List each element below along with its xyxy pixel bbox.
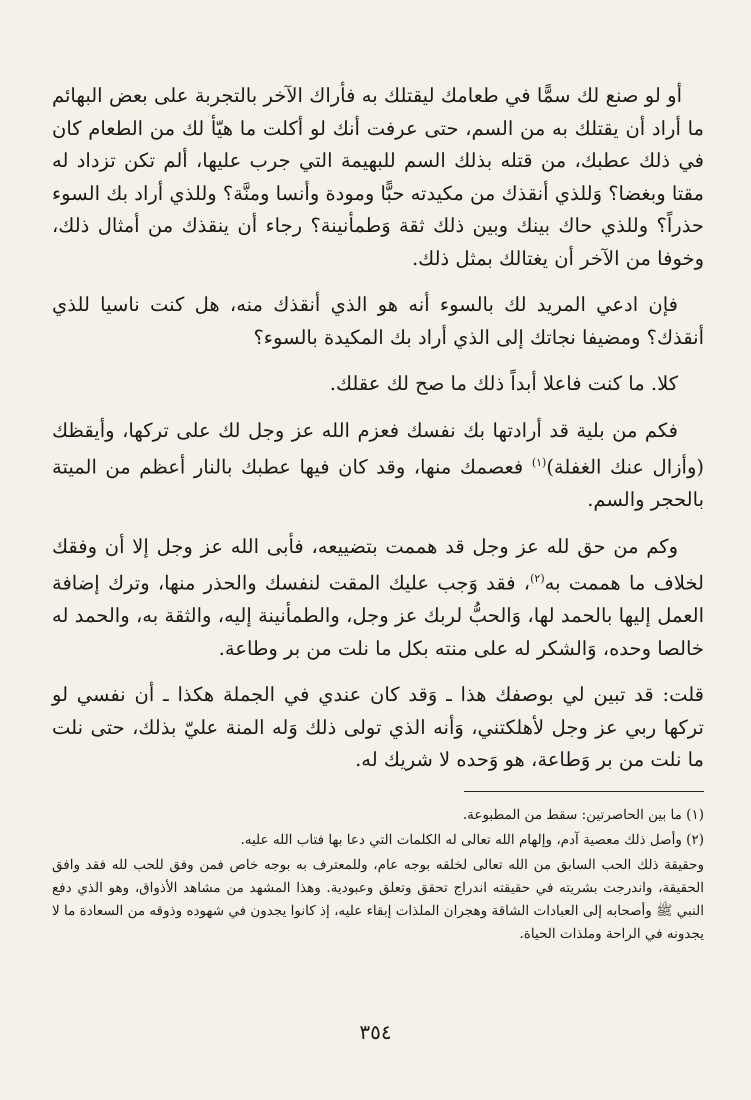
paragraph-4-tail: فعصمك منها، وقد كان فيها عطبك بالنار أعظم من الميتة بالحجر والسم. xyxy=(52,455,704,511)
paragraph-1: أو لو صنع لك سمًّا في طعامك ليقتلك به فأراك الآخر بالتجربة على بعض البهائم ما أراد أن يقتلك به من السم، حتى عرفت أنك لو أكلت ما هيّأ لك من الطعام كان في ذلك عطبك، من قتله بذلك السم للبهيمة التي جرب عليها، ألم تكن تزداد له مقتا وبغضا؟ وَللذي أنقذك من مكيدته حبًّا ومودة وأنسا ومنَّة؟ وللذي أراد بك السوء حذراً؟ وللذي حاك بينك وبين ذلك ثقة وَطمأنينة؟ رجاء أن ينقذك من أمثال ذلك، وخوفا من الآخر أن يغتالك بمثل ذلك. xyxy=(52,84,704,270)
paragraph-6: قلت: قد تبين لي بوصفك هذا ـ وَقد كان عندي في الجملة هكذا ـ أن نفسي لو تركها ربي عز وجل لأهلكتني، وَأنه الذي تولى ذلك وَله المنة عليّ بذلك، حتى نلت ما نلت من بر وَطاعة، هو وَحده لا شريك له. xyxy=(52,683,704,771)
paragraph-5-tail: ، فقد وَجب عليك المقت لنفسك والحذر منها، وترك إضافة العمل إليها بالحمد لها، وَالحبُّ لربك عز وجل، والطمأنينة إليه، والثقة به، والحمد له خالصا وحده، وَالشكر له على منته بكل ما نلت من بر وطاعة. xyxy=(52,571,704,660)
footnote-divider xyxy=(464,791,704,792)
paragraph-2: فإن ادعي المريد لك بالسوء أنه هو الذي أنقذك منه، هل كنت ناسيا للذي أنقذك؟ ومضيفا نجاتك إلى الذي أراد بك المكيدة بالسوء؟ xyxy=(52,293,704,349)
footnote-1: (١) ما بين الحاصرتين: سقط من المطبوعة. xyxy=(462,806,704,823)
main-text xyxy=(52,80,704,777)
paragraph-4-head: فكم من بلية قد أرادتها بك نفسك فعزم الله عز وجل لك على تركها، وأيقظك (وأزال عنك الغفلة) xyxy=(52,418,704,479)
footnote-2: (٢) وأصل ذلك معصية آدم، وإلهام الله تعالى له الكلمات التي دعا بها فتاب الله عليه. xyxy=(240,831,704,848)
book-page xyxy=(52,80,704,1080)
paragraph-3: كلا. ما كنت فاعلا أبداً ذلك ما صح لك عقلك. xyxy=(329,372,678,395)
footnote-mark-2: (٢) xyxy=(530,572,545,585)
footnote-mark-1: (١) xyxy=(531,456,547,469)
paragraph-4 xyxy=(52,415,704,517)
paragraph-5-head: وكم من حق لله عز وجل قد هممت بتضييعه، فأبى الله عز وجل إلا أن وفقك لخلاف ما هممت به xyxy=(52,534,704,595)
footnote-2-continuation: وحقيقة ذلك الحب السابق من الله تعالى لخلقه بوجه عام، وللمعترف به بوجه خاص فمن وفق للحب لله فقد وافق الحقيقة، واندرجت بشريته في حقيقته اندراج تحقق وتعلق وعبودية. وهذا المشهد من مشاهد الأذواق، وهو الذي دفع النبي ﷺ وأصحابه إلى العبادات الشاقة وهجران الملذات إبقاء عليه، إذ كانوا يجدون في شهوده وذوقه من السعادة ما لا يجدونه في الراحة وملذات الحياة. xyxy=(52,856,704,942)
page-number: ٣٥٤ xyxy=(359,1020,392,1044)
footnotes xyxy=(52,804,704,946)
paragraph-5 xyxy=(52,531,704,666)
